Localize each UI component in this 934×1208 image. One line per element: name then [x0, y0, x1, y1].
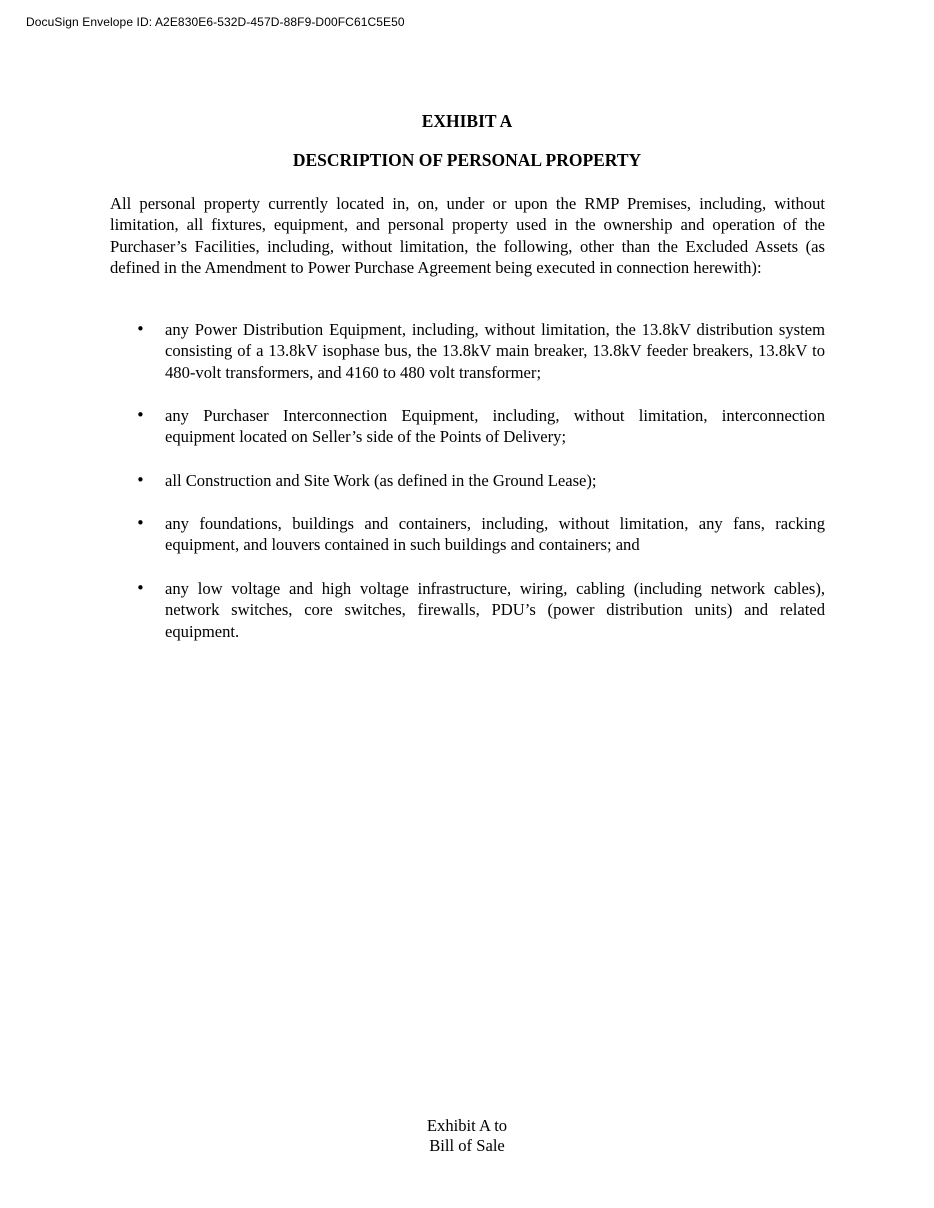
list-item-text: any Purchaser Interconnection Equipment, including, without limitation, interconnection equipment located on Seller’s side of the Points of Delivery; — [165, 406, 825, 447]
bullet-icon: • — [136, 320, 145, 338]
list-item-text: any Power Distribution Equipment, including, without limitation, the 13.8kV distribution system consisting of a 13.8kV isophase bus, the 13.8kV main breaker, 13.8kV feeder breakers, 13.8kV to 480-volt transformers, and 4160 to 480 volt transformer; — [165, 320, 825, 382]
intro-paragraph: All personal property currently located in, on, under or upon the RMP Premises, including, without limitation, all fixtures, equipment, and personal property used in the ownership and operation of the Purchaser’s Facilities, including, without limitation, the following, other than the Excluded Assets (as defined in the Amendment to Power Purchase Agreement being executed in connection herewith): — [110, 194, 825, 277]
bullet-icon: • — [136, 471, 145, 489]
docusign-envelope-id: DocuSign Envelope ID: A2E830E6-532D-457D-88F9-D00FC61C5E50 — [26, 15, 405, 29]
bullet-icon: • — [136, 514, 145, 532]
list-item-text: all Construction and Site Work (as defined in the Ground Lease); — [165, 471, 597, 490]
footer-exhibit-label: Exhibit A to — [426, 1116, 508, 1135]
page-title: EXHIBIT A — [421, 111, 513, 131]
page-subtitle: DESCRIPTION OF PERSONAL PROPERTY — [292, 150, 642, 170]
page-footer — [0, 1116, 934, 1155]
bullet-icon: • — [136, 406, 145, 424]
list-item-text: any low voltage and high voltage infrastructure, wiring, cabling (including network cables), network switches, core switches, firewalls, PDU’s (power distribution units) and related equipment. — [165, 579, 825, 641]
list-item-text: any foundations, buildings and containers, including, without limitation, any fans, racking equipment, and louvers contained in such buildings and containers; and — [165, 514, 825, 555]
bullet-icon: • — [136, 579, 145, 597]
footer-document-label: Bill of Sale — [429, 1135, 505, 1155]
